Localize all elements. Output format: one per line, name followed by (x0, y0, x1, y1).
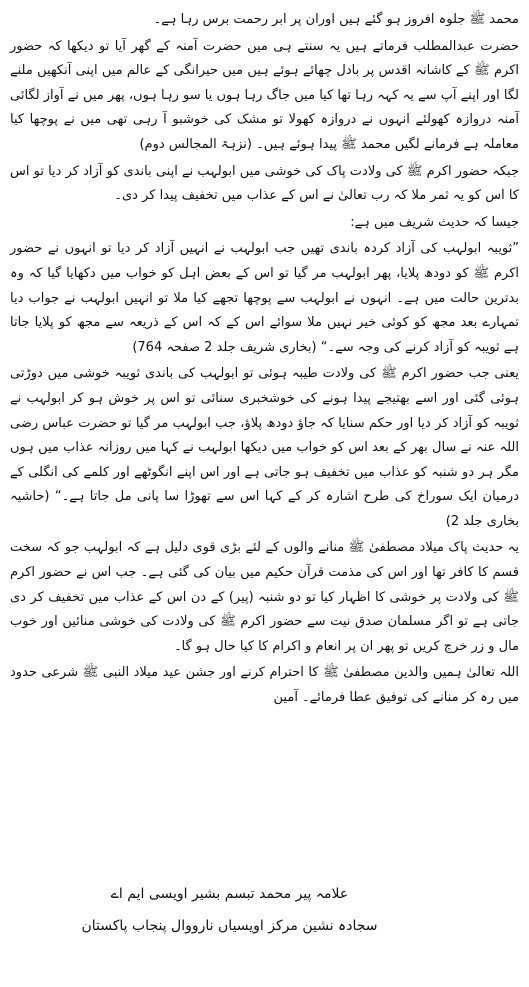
article-body (10, 8, 519, 711)
paragraph-prayer: اللہ تعالیٰ ہمیں والدین مصطفیٰ ﷺ کا احترام کرنے اور جشن عید میلاد النبی ﷺ شرعی حدود میں رہ کر منانے کی توفیق عطا فرمائے۔ آمین (10, 665, 519, 706)
paragraph-intro-closing: محمد ﷺ جلوہ افروز ہو گئے ہیں اوران پر ابر رحمت برس رہا ہے۔ (153, 12, 519, 27)
hadith-quote: ”ثویبہ ابولہب کی آزاد کردہ باندی تھیں جب ابولہب نے انہیں آزاد کر دیا تو انہوں نے حضور اکرم ﷺ کو دودھ پلایا، پھر ابولہب مر گیا تو اس کے بعض اہل کو خواب میں دکھایا گیا کہ وہ بدترین حالت میں ہے۔ انہوں نے ابولہب سے پوچھا تجھے کیا ملا تو انہیں ابولہب نے جواب دیا تمہارے بعد مجھ کو کوئی خیر نہیں ملا سوائے اس کے کہ اس کے ذریعہ سے مجھ کو پلایا جاتا ہے ثویبہ کو آزاد کرنے کی وجہ سے۔“ (بخاری شریف جلد 2 صفحہ 764) (10, 241, 519, 355)
paragraph-thuwaybah: یعنی جب حضور اکرم ﷺ کی ولادت طیبہ ہوئی تو ابولہب کی باندی ثویبہ خوشی میں دوڑتی ہوئی گئی اور اسے بھتیجے پیدا ہونے کی خوشخبری سنائی تو اس پر خوش ہو کر ابولہب نے ثویبہ کو آزاد کر دیا اور حکم سنایا کہ جاؤ دودھ پلاؤ، جب ابولہب مر گیا تو حضرت عباس رضی اللہ عنہ نے سال بھر کے بعد اس کو خواب میں دیکھا ابولہب نے کہا میں روزانہ عذاب میں ہوں مگر ہر دو شنبہ کو عذاب میں تخفیف ہو جاتی ہے اور اس اپنے انگوٹھے اور کلمے کی انگلی کے درمیان ایک سوراخ کی طرح اشارہ کر کے کہا اس سے تھوڑا سا پانی مل جاتا ہے۔“ (حاشیہ بخاری جلد 2) (10, 366, 519, 529)
paragraph-hadith-intro: جیسا کہ حدیث شریف میں ہے: (350, 214, 519, 230)
paragraph-mawlid-proof: یہ حدیث پاک میلاد مصطفیٰ ﷺ منانے والوں کے لئے بڑی قوی دلیل ہے کہ ابولہب جو کہ سخت قسم کا کافر تھا اور اس کی مذمت قرآن حکیم میں بیان کی گئی ہے۔ جب اس نے حضور اکرم ﷺ کی ولادت پر خوشی کا اظہار کیا تو دو شنبہ (پیر) کے دن اس کے عذاب میں تخفیف کر دی جاتی ہے تو اگر مسلمان صدق نیت سے حضور اکرم ﷺ کی ولادت کی خوشی منائیں اور خوب مال و زر خرچ کریں تو پھر ان پر انعام و اکرام کا کیا حال ہو گا۔ (10, 540, 519, 654)
paragraph-abu-lahab: جبکہ حضور اکرم ﷺ کی ولادت پاک کی خوشی میں ابولہب نے اپنی باندی کو آزاد کر دیا تو اس کا اس کو یہ ثمر ملا کہ رب تعالیٰ نے اس کے عذاب میں تخفیف پیدا کر دی۔ (10, 163, 519, 204)
paragraph-abdul-muttalib: حضرت عبدالمطلب فرماتے ہیں یہ سنتے ہی میں حضرت آمنہ کے گھر آیا تو دیکھا کہ حضور اکرم ﷺ کے کاشانہ اقدس پر بادل چھائے ہوئے ہیں میں حیرانگی کے عالم میں اپنی آنکھیں ملنے لگا اور اپنے آپ سے یہ کہہ رہا تھا کیا میں جاگ رہا ہوں یا سو رہا ہوں، پھر میں نے آواز لگائی آمنہ دروازہ کھولئے انہوں نے دروازہ کھولا تو مشک کی خوشبو آ رہی تھی میں نے پوچھا کیا معاملہ ہے فرمانے لگیں محمد ﷺ پیدا ہوئے ہیں۔ (نزہۃ المجالس دوم) (10, 38, 519, 152)
author-title: سجادہ نشین مرکز اویسیاں نارووال پنجاب پاکستان (81, 918, 378, 934)
author-signature (0, 878, 529, 942)
author-name: علامہ پیر محمد تبسم بشیر اویسی ایم اے (110, 886, 349, 902)
